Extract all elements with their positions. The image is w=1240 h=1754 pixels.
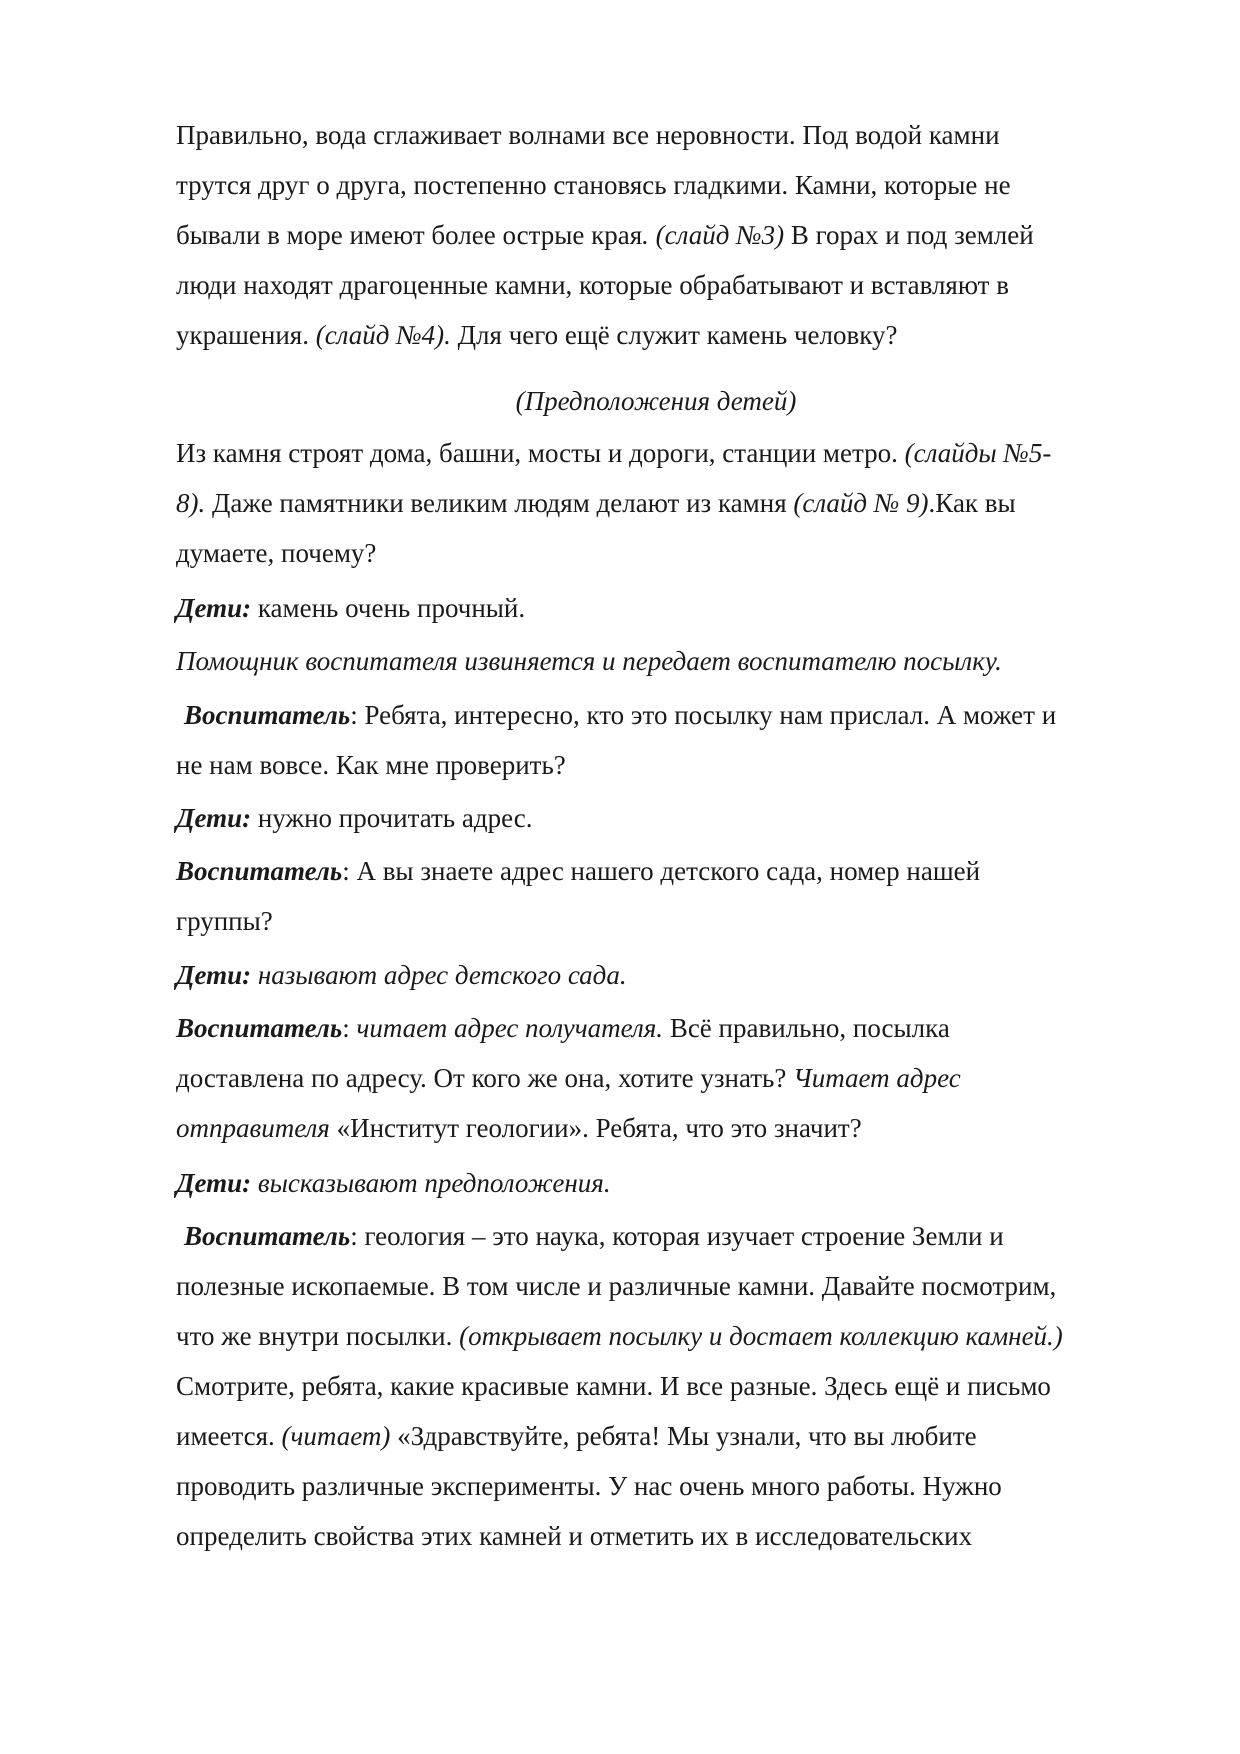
dialogue-teacher-3: Воспитатель: читает адрес получателя. Всё правильно, посылка доставлена по адресу. От кого же она, хотите узнать? Читает адрес отправителя «Институт геологии». Ребята, что это значит? xyxy=(176,1013,961,1143)
speaker-label: Дети: xyxy=(176,803,252,833)
text-line: думаете, почему? xyxy=(176,538,377,568)
dialogue-teacher-4: Воспитатель: геология – это наука, которая изучает строение Земли и полезные ископаемые. В том числе и различные камни. Давайте посмотрим, что же внутри посылки. (открывает посылку и достает коллекцию камней.) Смотрите, ребята, какие красивые камни. И все разные. Здесь ещё и письмо имеется. (читает) «Здравствуйте, ребята! Мы узнали, что вы любите проводить различные эксперименты. У нас очень много работы. Нужно определить свойства этих камней и отметить их в исследовательских xyxy=(176,1221,1063,1551)
text-line: Правильно, вода сглаживает волнами все неровности. Под водой камни xyxy=(176,120,1000,150)
slide-reference: 8). xyxy=(176,488,206,518)
speaker-label: Дети: xyxy=(176,1168,252,1198)
slide-reference: (слайд № 9) xyxy=(793,488,929,518)
speaker-label: Воспитатель xyxy=(176,1013,343,1043)
text-line: бывали в море имеют более острые края. (слайд №3) В горах и под землей xyxy=(176,220,1034,250)
text-line: трутся друг о друга, постепенно становясь гладкими. Камни, которые не xyxy=(176,170,1011,200)
speaker-label: Воспитатель xyxy=(184,700,351,730)
text-line: 8). Даже памятники великим людям делают из камня (слайд № 9).Как вы xyxy=(176,488,1016,518)
stage-direction-parcel: Помощник воспитателя извиняется и передает воспитателю посылку. xyxy=(176,646,1002,676)
slide-reference: . (слайд №3) xyxy=(642,220,785,250)
dialogue-children-1: Дети: камень очень прочный. xyxy=(176,593,526,623)
dialogue-children-2: Дети: нужно прочитать адрес. xyxy=(176,803,533,833)
text-line: Из камня строят дома, башни, мосты и дороги, станции метро. (слайды №5- xyxy=(176,438,1052,468)
text-line: украшения. (слайд №4). Для чего ещё служит камень человку? xyxy=(176,320,898,350)
speaker-label: Воспитатель xyxy=(184,1221,351,1251)
dialogue-children-4: Дети: высказывают предположения. xyxy=(176,1168,611,1198)
slide-reference: (слайд №4). xyxy=(315,320,451,350)
stage-direction-children-guess: (Предположения детей) xyxy=(515,386,797,416)
text-line: люди находят драгоценные камни, которые обрабатывают и вставляют в xyxy=(176,270,1009,300)
speaker-label: Дети: xyxy=(176,593,252,623)
speaker-label: Воспитатель xyxy=(176,856,343,886)
speaker-label: Дети: xyxy=(176,960,252,990)
paragraph-stones-smoothing xyxy=(176,110,1136,360)
dialogue-teacher-1: Воспитатель: Ребята, интересно, кто это посылку нам прислал. А может и не нам вовсе. Как мне проверить? xyxy=(176,700,1057,780)
dialogue-children-3: Дети: называют адрес детского сада. xyxy=(176,960,627,990)
dialogue-teacher-2: Воспитатель: А вы знаете адрес нашего детского сада, номер нашей группы? xyxy=(176,856,981,936)
paragraph-stone-buildings xyxy=(176,428,1136,578)
slide-reference: (слайды №5- xyxy=(904,438,1052,468)
